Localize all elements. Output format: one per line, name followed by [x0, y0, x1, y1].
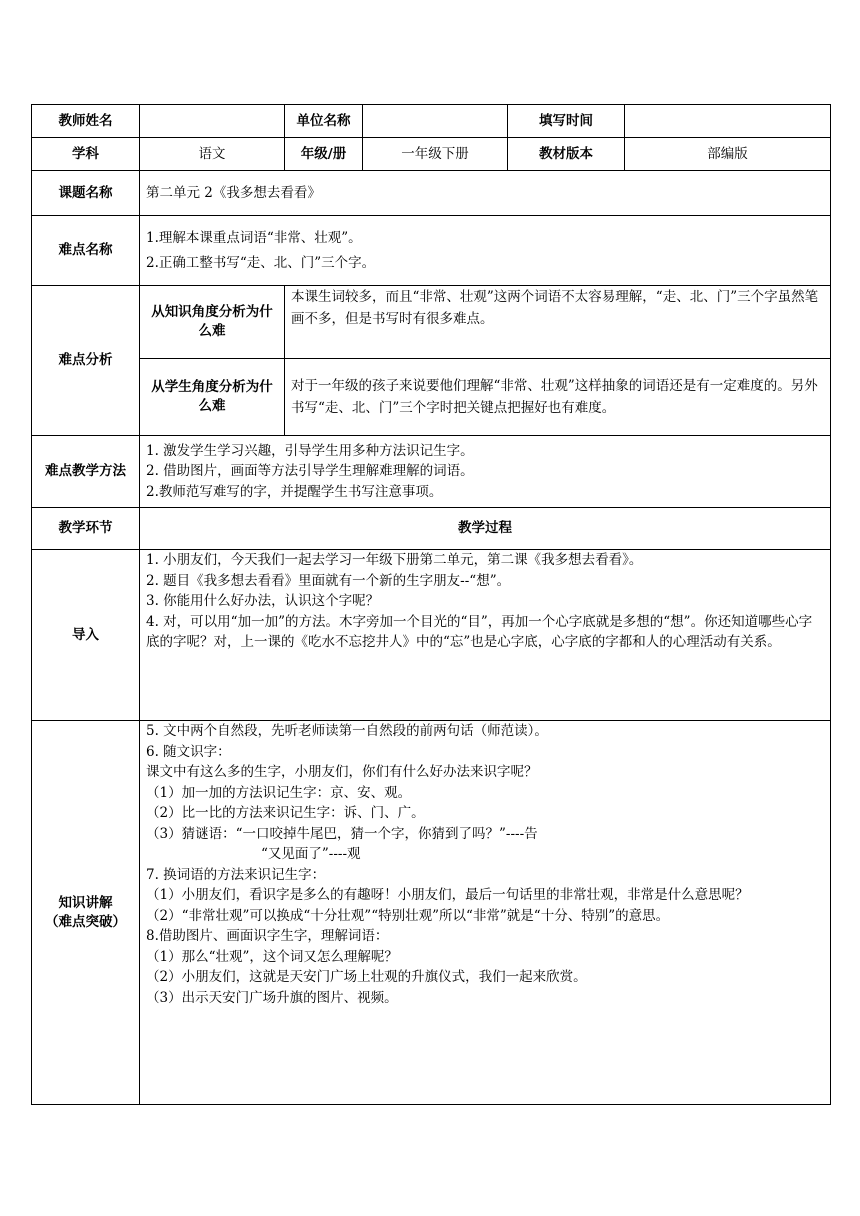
subject-value: 语文 — [140, 138, 285, 171]
teacher-label: 教师姓名 — [32, 105, 140, 138]
process-header: 教学过程 — [140, 508, 831, 550]
knowledge-angle-label: 从知识角度分析为什么难 — [140, 286, 285, 359]
knowledge-line: （1）小朋友们，看识字是多么的有趣呀！小朋友们，最后一句话里的非常壮观，非常是什么意思呢？ — [146, 887, 749, 903]
methods-line: 2. 借助图片，画面等方法引导学生理解难理解的词语。 — [146, 463, 474, 480]
intro-line: 1. 小朋友们，今天我们一起去学习一年级下册第二单元，第二课《我多想去看看》。 — [146, 552, 643, 568]
knowledge-content — [140, 721, 831, 1105]
analysis-row-student — [32, 359, 831, 436]
analysis-label: 难点分析 — [32, 286, 140, 436]
subject-label: 学科 — [32, 138, 140, 171]
header-row-2 — [32, 138, 831, 171]
intro-line: 2. 题目《我多想去看看》里面就有一个新的生字朋友--“想”。 — [146, 572, 511, 589]
fill-time-label: 填写时间 — [508, 105, 625, 138]
methods-line: 2.教师范写难写的字，并提醒学生书写注意事项。 — [146, 483, 443, 500]
edition-label: 教材版本 — [508, 138, 625, 171]
grade-value: 一年级下册 — [363, 138, 508, 171]
unit-value — [363, 105, 508, 138]
methods-content — [140, 436, 831, 508]
topic-row — [32, 171, 831, 216]
difficulty-line: 2.正确工整书写“走、北、门”三个字。 — [146, 254, 376, 271]
lesson-plan-table — [31, 104, 831, 1105]
knowledge-line: （2）“非常壮观”可以换成“十分壮观”“特别壮观”所以“非常”就是“十分、特别”的意思。 — [146, 907, 670, 924]
knowledge-label — [32, 721, 140, 1105]
knowledge-line: （1）加一加的方法识记生字：京、安、观。 — [146, 784, 412, 801]
knowledge-angle-text: 本课生词较多，而且“非常、壮观”这两个词语不太容易理解，“走、北、门”三个字虽然笔画不多，但是书写时有很多难点。 — [285, 286, 831, 359]
stage-header: 教学环节 — [32, 508, 140, 550]
knowledge-label-line1: 知识讲解 — [58, 894, 113, 911]
knowledge-line: （3）出示天安门广场升旗的图片、视频。 — [146, 989, 398, 1006]
topic-value: 第二单元 2《我多想去看看》 — [140, 171, 831, 216]
methods-label: 难点教学方法 — [32, 436, 140, 508]
fill-time-value — [625, 105, 831, 138]
knowledge-line: 课文中有这么多的生字，小朋友们，你们有什么好办法来识字呢？ — [146, 764, 538, 780]
knowledge-line: （2）小朋友们，这就是天安门广场上壮观的升旗仪式，我们一起来欣赏。 — [146, 969, 587, 985]
intro-line: 3. 你能用什么好办法，认识这个字呢？ — [146, 593, 380, 609]
methods-row — [32, 436, 831, 508]
header-row-1 — [32, 105, 831, 138]
knowledge-line: （1）那么“壮观”，这个词又怎么理解呢？ — [146, 948, 398, 965]
grade-label: 年级/册 — [285, 138, 363, 171]
knowledge-row — [32, 721, 831, 1105]
difficulty-content — [140, 216, 831, 286]
knowledge-line: 8.借助图片、画面识字生字，理解词语： — [146, 928, 389, 944]
knowledge-line: 7. 换词语的方法来识记生字： — [146, 866, 326, 883]
knowledge-line: （3）猜谜语：“一口咬掉牛尾巴，猜一个字，你猜到了吗？”----告 — [146, 825, 538, 842]
methods-line: 1. 激发学生学习兴趣，引导学生用多种方法识记生字。 — [146, 442, 474, 459]
intro-line: 4. 对，可以用“加一加”的方法。木字旁加一个目光的“目”，再加一个心字底就是多想的“想”。你还知道哪些心字底的字呢？对，上一课的《吃水不忘挖井人》中的“忘”也是心字底，心字底的字都和人的心理活动有关系。 — [146, 613, 813, 650]
intro-content — [140, 550, 831, 721]
topic-label: 课题名称 — [32, 171, 140, 216]
teacher-value — [140, 105, 285, 138]
difficulty-label: 难点名称 — [32, 216, 140, 286]
knowledge-line: （2）比一比的方法来识记生字：诉、门、广。 — [146, 805, 425, 821]
knowledge-line: 6. 随文识字： — [146, 743, 231, 760]
knowledge-line: 5. 文中两个自然段，先听老师读第一自然段的前两句话（师范读）。 — [146, 723, 548, 739]
unit-label: 单位名称 — [285, 105, 363, 138]
student-angle-text: 对于一年级的孩子来说要他们理解“非常、壮观”这样抽象的词语还是有一定难度的。另外书写“走、北、门”三个字时把关键点把握好也有难度。 — [285, 359, 831, 436]
knowledge-line: “又见面了”----观 — [261, 846, 361, 862]
analysis-row-knowledge — [32, 286, 831, 359]
knowledge-label-line2: （难点突破） — [45, 913, 126, 930]
process-header-row — [32, 508, 831, 550]
student-angle-label: 从学生角度分析为什么难 — [140, 359, 285, 436]
difficulty-line: 1.理解本课重点词语“非常、壮观”。 — [146, 229, 362, 246]
intro-label: 导入 — [32, 550, 140, 721]
difficulty-row — [32, 216, 831, 286]
intro-row — [32, 550, 831, 721]
edition-value: 部编版 — [625, 138, 831, 171]
